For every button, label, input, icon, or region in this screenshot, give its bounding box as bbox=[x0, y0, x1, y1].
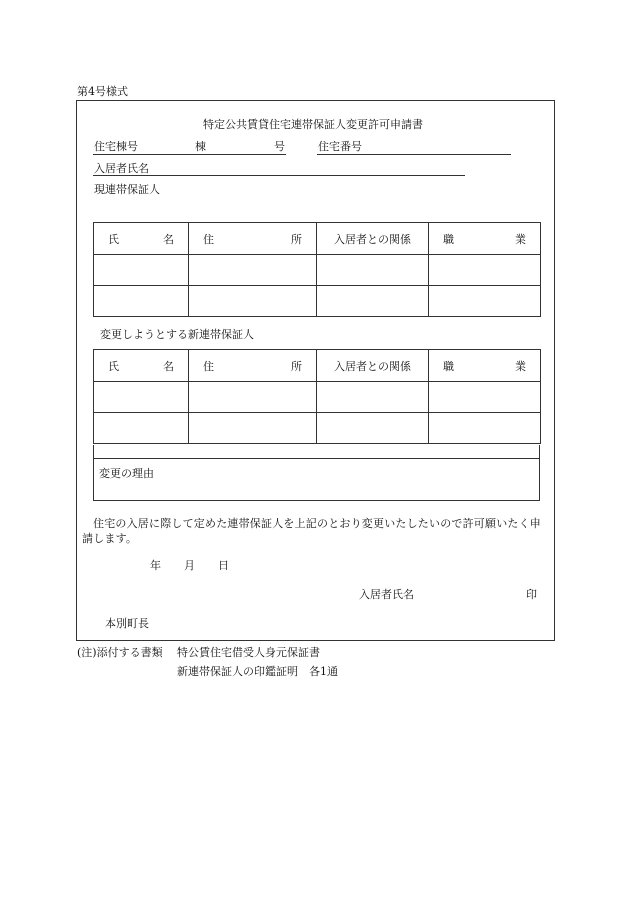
cell-name[interactable] bbox=[94, 255, 189, 286]
statement-text: 住宅の入居に際して定めた連帯保証人を上記のとおり変更いたしたいので許可願いたく申請します。 bbox=[82, 517, 541, 545]
cell-relation[interactable] bbox=[317, 413, 429, 444]
table-row bbox=[94, 413, 541, 444]
cell-address[interactable] bbox=[189, 382, 317, 413]
cell-name[interactable] bbox=[94, 286, 189, 317]
cell-address[interactable] bbox=[189, 413, 317, 444]
table-header-row bbox=[94, 350, 541, 382]
new-guarantor-table bbox=[93, 349, 541, 444]
cell-name[interactable] bbox=[94, 413, 189, 444]
table-header-row bbox=[94, 223, 541, 255]
building-unit-mune: 棟 bbox=[195, 140, 206, 153]
cell-occupation[interactable] bbox=[429, 286, 541, 317]
applicant-name-label: 入居者氏名 bbox=[359, 588, 414, 601]
header-name: 氏 名 bbox=[94, 350, 189, 382]
connector-right bbox=[539, 445, 540, 458]
current-guarantor-table bbox=[93, 222, 541, 317]
seal-mark: 印 bbox=[526, 588, 537, 601]
resident-name-label: 入居者氏名 bbox=[94, 162, 149, 175]
table-row bbox=[94, 255, 541, 286]
cell-relation[interactable] bbox=[317, 286, 429, 317]
form-title: 特定公共賃貸住宅連帯保証人変更許可申請書 bbox=[203, 118, 423, 131]
form-number: 第4号様式 bbox=[77, 85, 128, 98]
reason-box[interactable] bbox=[93, 458, 540, 501]
housing-number-label: 住宅番号 bbox=[318, 140, 362, 153]
table-row bbox=[94, 382, 541, 413]
header-address: 住 所 bbox=[189, 223, 317, 255]
cell-address[interactable] bbox=[189, 255, 317, 286]
header-address: 住 所 bbox=[189, 350, 317, 382]
cell-occupation[interactable] bbox=[429, 413, 541, 444]
new-guarantor-heading: 変更しようとする新連帯保証人 bbox=[100, 328, 254, 341]
housing-number-underline bbox=[317, 154, 511, 155]
current-guarantor-heading: 現連帯保証人 bbox=[94, 183, 160, 196]
cell-occupation[interactable] bbox=[429, 255, 541, 286]
resident-name-underline bbox=[93, 175, 465, 176]
reason-label: 変更の理由 bbox=[99, 467, 154, 480]
cell-occupation[interactable] bbox=[429, 382, 541, 413]
notes-item-1: 特公賃住宅借受人身元保証書 bbox=[177, 646, 320, 659]
cell-address[interactable] bbox=[189, 286, 317, 317]
header-occupation: 職 業 bbox=[429, 350, 541, 382]
header-name: 氏 名 bbox=[94, 223, 189, 255]
notes-prefix: (注)添付する書類 bbox=[77, 646, 163, 659]
cell-relation[interactable] bbox=[317, 382, 429, 413]
building-unit-go: 号 bbox=[274, 140, 285, 153]
addressee: 本別町長 bbox=[105, 617, 149, 630]
date-year: 年 bbox=[150, 559, 161, 572]
table-row bbox=[94, 286, 541, 317]
cell-name[interactable] bbox=[94, 382, 189, 413]
header-occupation: 職 業 bbox=[429, 223, 541, 255]
date-day: 日 bbox=[218, 559, 229, 572]
building-number-label: 住宅棟号 bbox=[94, 140, 138, 153]
notes-item-2: 新連帯保証人の印鑑証明 各1通 bbox=[177, 665, 338, 678]
date-month: 月 bbox=[184, 559, 195, 572]
cell-relation[interactable] bbox=[317, 255, 429, 286]
header-relation: 入居者との関係 bbox=[317, 350, 429, 382]
building-number-underline bbox=[93, 154, 286, 155]
header-relation: 入居者との関係 bbox=[317, 223, 429, 255]
connector-left bbox=[93, 445, 94, 458]
